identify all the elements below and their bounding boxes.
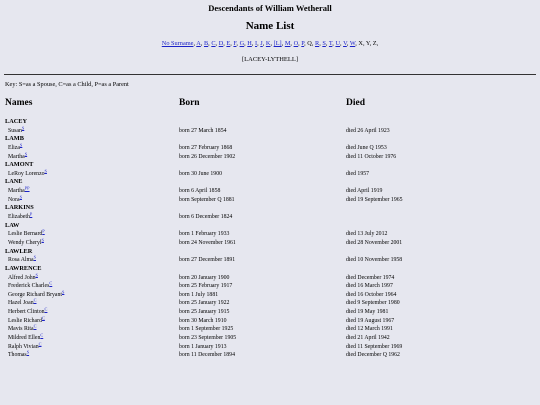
alpha-link[interactable]: T (328, 40, 333, 47)
role-link[interactable]: C (33, 297, 37, 303)
divider (4, 74, 536, 75)
alpha-link[interactable]: J (260, 40, 263, 47)
name-text: LARKINS (5, 204, 34, 212)
person-name (8, 256, 36, 265)
born-date: born 27 December 1891 (179, 257, 236, 264)
alpha-link[interactable]: G (239, 40, 245, 47)
role-marker (20, 142, 22, 147)
name-text: LAWLER (5, 247, 33, 255)
alpha-link[interactable]: E (226, 40, 231, 47)
person-row (0, 334, 540, 343)
role-link[interactable]: S (44, 168, 47, 174)
alpha-separator: , (376, 40, 379, 47)
range-label: [LACEY-LYTHELL] (241, 56, 299, 63)
born-date: born 30 March 1910 (179, 317, 227, 324)
role-marker (42, 229, 44, 234)
surname-heading (0, 178, 540, 187)
name-text: George Richard Bryant (8, 291, 62, 298)
name-text: Ralph Vivian (8, 343, 39, 350)
role-link[interactable]: C (40, 332, 44, 338)
role-link[interactable]: S (26, 349, 30, 355)
died-date: died 19 August 1967 (346, 317, 395, 324)
born-date: born 26 December 1902 (179, 153, 236, 160)
alpha-link[interactable]: K (265, 40, 271, 47)
alpha-separator: , (236, 40, 240, 47)
person-row (0, 196, 540, 205)
alpha-letter: Z (372, 40, 377, 47)
alpha-link[interactable]: H (247, 40, 252, 47)
role-marker (49, 281, 52, 286)
name-text: Mavis Rita (8, 326, 34, 333)
role-link[interactable]: S (21, 125, 25, 131)
role-link[interactable]: P (29, 211, 33, 217)
role-marker (25, 186, 30, 191)
surname-label (5, 222, 19, 231)
born-date: born 24 November 1961 (179, 239, 236, 246)
person-row (0, 351, 540, 360)
person-name (8, 213, 32, 222)
role-marker (34, 324, 37, 329)
alpha-link[interactable]: F (233, 40, 237, 47)
role-marker (42, 237, 44, 242)
page-heading: Name List (245, 20, 295, 32)
alpha-separator: , (200, 40, 204, 47)
born-date: born September Q 1881 (179, 196, 235, 203)
person-row (0, 230, 540, 239)
column-header-died: Died (346, 98, 365, 108)
person-name (8, 351, 29, 360)
name-text: Martha (8, 153, 25, 160)
alpha-link[interactable]: I (255, 40, 258, 47)
alpha-separator: , (270, 40, 274, 47)
role-marker (62, 289, 64, 294)
died-date: died 21 April 1942 (346, 335, 390, 342)
name-text: Elizabeth (8, 214, 30, 221)
died-date: died December Q 1962 (346, 352, 400, 359)
alpha-separator: , (319, 40, 323, 47)
alpha-separator: , (223, 40, 227, 47)
alpha-separator: , (346, 40, 350, 47)
role-link[interactable]: C (49, 280, 53, 286)
name-text: Susan (8, 127, 22, 134)
role-link[interactable]: S (41, 237, 44, 243)
surname-heading (0, 248, 540, 257)
person-name (8, 144, 22, 153)
role-link[interactable]: C (33, 323, 37, 329)
died-date: died 16 October 1964 (346, 291, 397, 298)
role-link[interactable]: C (44, 306, 48, 312)
person-row (0, 291, 540, 300)
person-row (0, 213, 540, 222)
person-row (0, 170, 540, 179)
alpha-link[interactable]: S (322, 40, 326, 47)
alpha-link[interactable]: C (211, 40, 216, 47)
alpha-separator: , (304, 40, 308, 47)
alpha-link[interactable]: V (343, 40, 347, 47)
born-date: born 1 February 1933 (179, 231, 230, 238)
role-link[interactable]: P (42, 228, 45, 234)
alpha-link[interactable]: A (196, 40, 201, 47)
person-row (0, 282, 540, 291)
alpha-separator: , (311, 40, 315, 47)
alpha-letter: Y (365, 40, 370, 47)
person-name (8, 317, 45, 326)
name-text: LAWRENCE (5, 264, 42, 272)
role-link[interactable]: C (41, 315, 45, 321)
role-link[interactable]: S (24, 151, 28, 157)
died-date: died 11 October 1976 (346, 153, 397, 160)
born-date: born 6 April 1858 (179, 188, 221, 195)
alpha-separator: , (262, 40, 266, 47)
person-name (8, 196, 22, 205)
surname-heading (0, 204, 540, 213)
role-marker (20, 194, 22, 199)
alpha-letter: X (358, 40, 363, 47)
died-date: died 26 April 1923 (346, 127, 390, 134)
born-date: born 1 January 1913 (179, 343, 227, 350)
died-date: died 16 March 1997 (346, 283, 393, 290)
alphabet-nav (0, 40, 540, 47)
column-header-born: Born (179, 98, 200, 108)
alpha-separator: , (251, 40, 256, 47)
person-row (0, 153, 540, 162)
role-marker (34, 298, 37, 303)
alpha-separator: , (369, 40, 373, 47)
born-date: born 30 June 1900 (179, 170, 222, 177)
alpha-link[interactable]: D (218, 40, 224, 47)
role-link[interactable]: S (19, 194, 22, 200)
name-text: LANE (5, 178, 23, 186)
died-date: died 13 July 2012 (346, 231, 388, 238)
role-marker (45, 168, 47, 173)
alpha-link[interactable]: O (293, 40, 299, 47)
role-marker (40, 333, 43, 338)
died-date: died June Q 1953 (346, 144, 387, 151)
born-date: born 25 January 1922 (179, 300, 230, 307)
died-date: died 10 November 1958 (346, 257, 403, 264)
person-row (0, 144, 540, 153)
alpha-separator: , (298, 40, 302, 47)
person-name (8, 282, 52, 291)
name-text: Rosa Alma (8, 257, 34, 264)
role-marker (22, 125, 24, 130)
surname-heading (0, 161, 540, 170)
site-title: Descendants of William Wetherall (208, 3, 332, 13)
name-text: LAMONT (5, 161, 34, 169)
person-row (0, 325, 540, 334)
role-marker (30, 212, 32, 217)
born-date: born 1 July 1881 (179, 291, 219, 298)
alpha-separator: , (340, 40, 344, 47)
name-text: Leslie Bernard (8, 231, 43, 238)
alpha-separator: , (257, 40, 261, 47)
role-marker (42, 315, 45, 320)
name-text: Nora (8, 196, 20, 203)
died-date: died 11 September 1969 (346, 343, 403, 350)
role-link[interactable]: PP (24, 185, 30, 191)
alpha-separator: , (244, 40, 248, 47)
born-date: born 27 February 1868 (179, 144, 233, 151)
died-date: died 1957 (346, 170, 370, 177)
alpha-link[interactable]: R (314, 40, 320, 47)
person-row (0, 187, 540, 196)
person-name (8, 274, 38, 283)
column-header-names: Names (5, 98, 33, 108)
person-row (0, 256, 540, 265)
born-date: born 11 December 1894 (179, 352, 235, 359)
died-date: died 9 September 1980 (346, 300, 400, 307)
died-date: died April 1919 (346, 188, 383, 195)
born-date: born 23 September 1905 (179, 335, 237, 342)
person-row (0, 299, 540, 308)
role-marker (27, 350, 29, 355)
name-text: LeRoy Lorenzo (8, 170, 45, 177)
surname-label (5, 178, 23, 187)
alpha-separator: , (193, 40, 197, 47)
name-text: LACEY (5, 118, 28, 125)
person-row (0, 308, 540, 317)
died-date: died 12 March 1991 (346, 326, 393, 333)
surname-heading (0, 118, 540, 127)
alpha-separator: , (208, 40, 212, 47)
person-name (8, 325, 36, 334)
alpha-separator: , (362, 40, 366, 47)
key-legend: Key: S=as a Spouse, C=as a Child, P=as a Parent (5, 81, 129, 88)
alpha-link[interactable]: [L] (273, 40, 282, 47)
surname-heading (0, 135, 540, 144)
role-link[interactable]: S (61, 289, 65, 295)
person-name (8, 170, 47, 179)
name-text: Wendy Cheryl (8, 239, 42, 246)
name-text: Hazel Joan (8, 300, 34, 307)
person-name (8, 299, 36, 308)
role-link[interactable]: C (38, 341, 42, 347)
alpha-separator: , (325, 40, 329, 47)
alpha-separator: , (332, 40, 336, 47)
died-date: died 19 September 1965 (346, 196, 403, 203)
role-marker (25, 151, 27, 156)
person-row (0, 239, 540, 248)
role-link[interactable]: S (33, 254, 36, 260)
name-text: Thomas (8, 352, 27, 359)
person-row (0, 274, 540, 283)
role-marker (39, 341, 42, 346)
alpha-link[interactable]: U (335, 40, 341, 47)
alpha-link[interactable]: No Surname (161, 40, 194, 47)
name-text: LAW (5, 221, 20, 229)
role-marker (34, 255, 36, 260)
role-marker (45, 307, 48, 312)
name-text: Leslie Richard (8, 317, 42, 324)
name-text: Martha (8, 188, 25, 195)
alpha-link[interactable]: P (301, 40, 305, 47)
person-name (8, 239, 44, 248)
surname-label (5, 161, 33, 170)
born-date: born 20 January 1900 (179, 274, 230, 281)
alpha-letter: Q (307, 40, 312, 47)
name-text: Eliza (8, 144, 20, 151)
born-date: born 6 December 1824 (179, 214, 233, 221)
person-row (0, 317, 540, 326)
alpha-link[interactable]: M (284, 40, 291, 47)
surname-heading (0, 222, 540, 231)
name-text: Mildred Ellen (8, 335, 41, 342)
person-name (8, 343, 42, 352)
name-text: LAMB (5, 135, 24, 143)
person-name (8, 230, 45, 239)
person-name (8, 127, 24, 136)
alpha-link[interactable]: B (203, 40, 209, 47)
surname-heading (0, 265, 540, 274)
alpha-separator: , (290, 40, 294, 47)
surname-label (5, 248, 32, 257)
alpha-separator: , (281, 40, 285, 47)
born-date: born 25 January 1915 (179, 309, 230, 316)
person-row (0, 343, 540, 352)
born-date: born 25 February 1917 (179, 283, 233, 290)
alpha-separator: , (355, 40, 359, 47)
alpha-separator: , (230, 40, 234, 47)
name-text: Herbert Clinton (8, 309, 45, 316)
role-link[interactable]: S (19, 142, 23, 148)
role-link[interactable]: S (35, 272, 38, 278)
person-name (8, 153, 27, 162)
died-date: died 28 November 2001 (346, 239, 403, 246)
name-text: Alfred John (8, 274, 36, 281)
died-date: died 19 May 1981 (346, 309, 389, 316)
person-row (0, 127, 540, 136)
died-date: died December 1974 (346, 274, 395, 281)
name-list (0, 118, 540, 360)
born-date: born 1 September 1925 (179, 326, 234, 333)
name-text: Frederick Charles (8, 283, 50, 290)
born-date: born 27 March 1854 (179, 127, 227, 134)
alpha-link[interactable]: W (349, 40, 356, 47)
alpha-separator: , (215, 40, 219, 47)
role-marker (36, 272, 38, 277)
